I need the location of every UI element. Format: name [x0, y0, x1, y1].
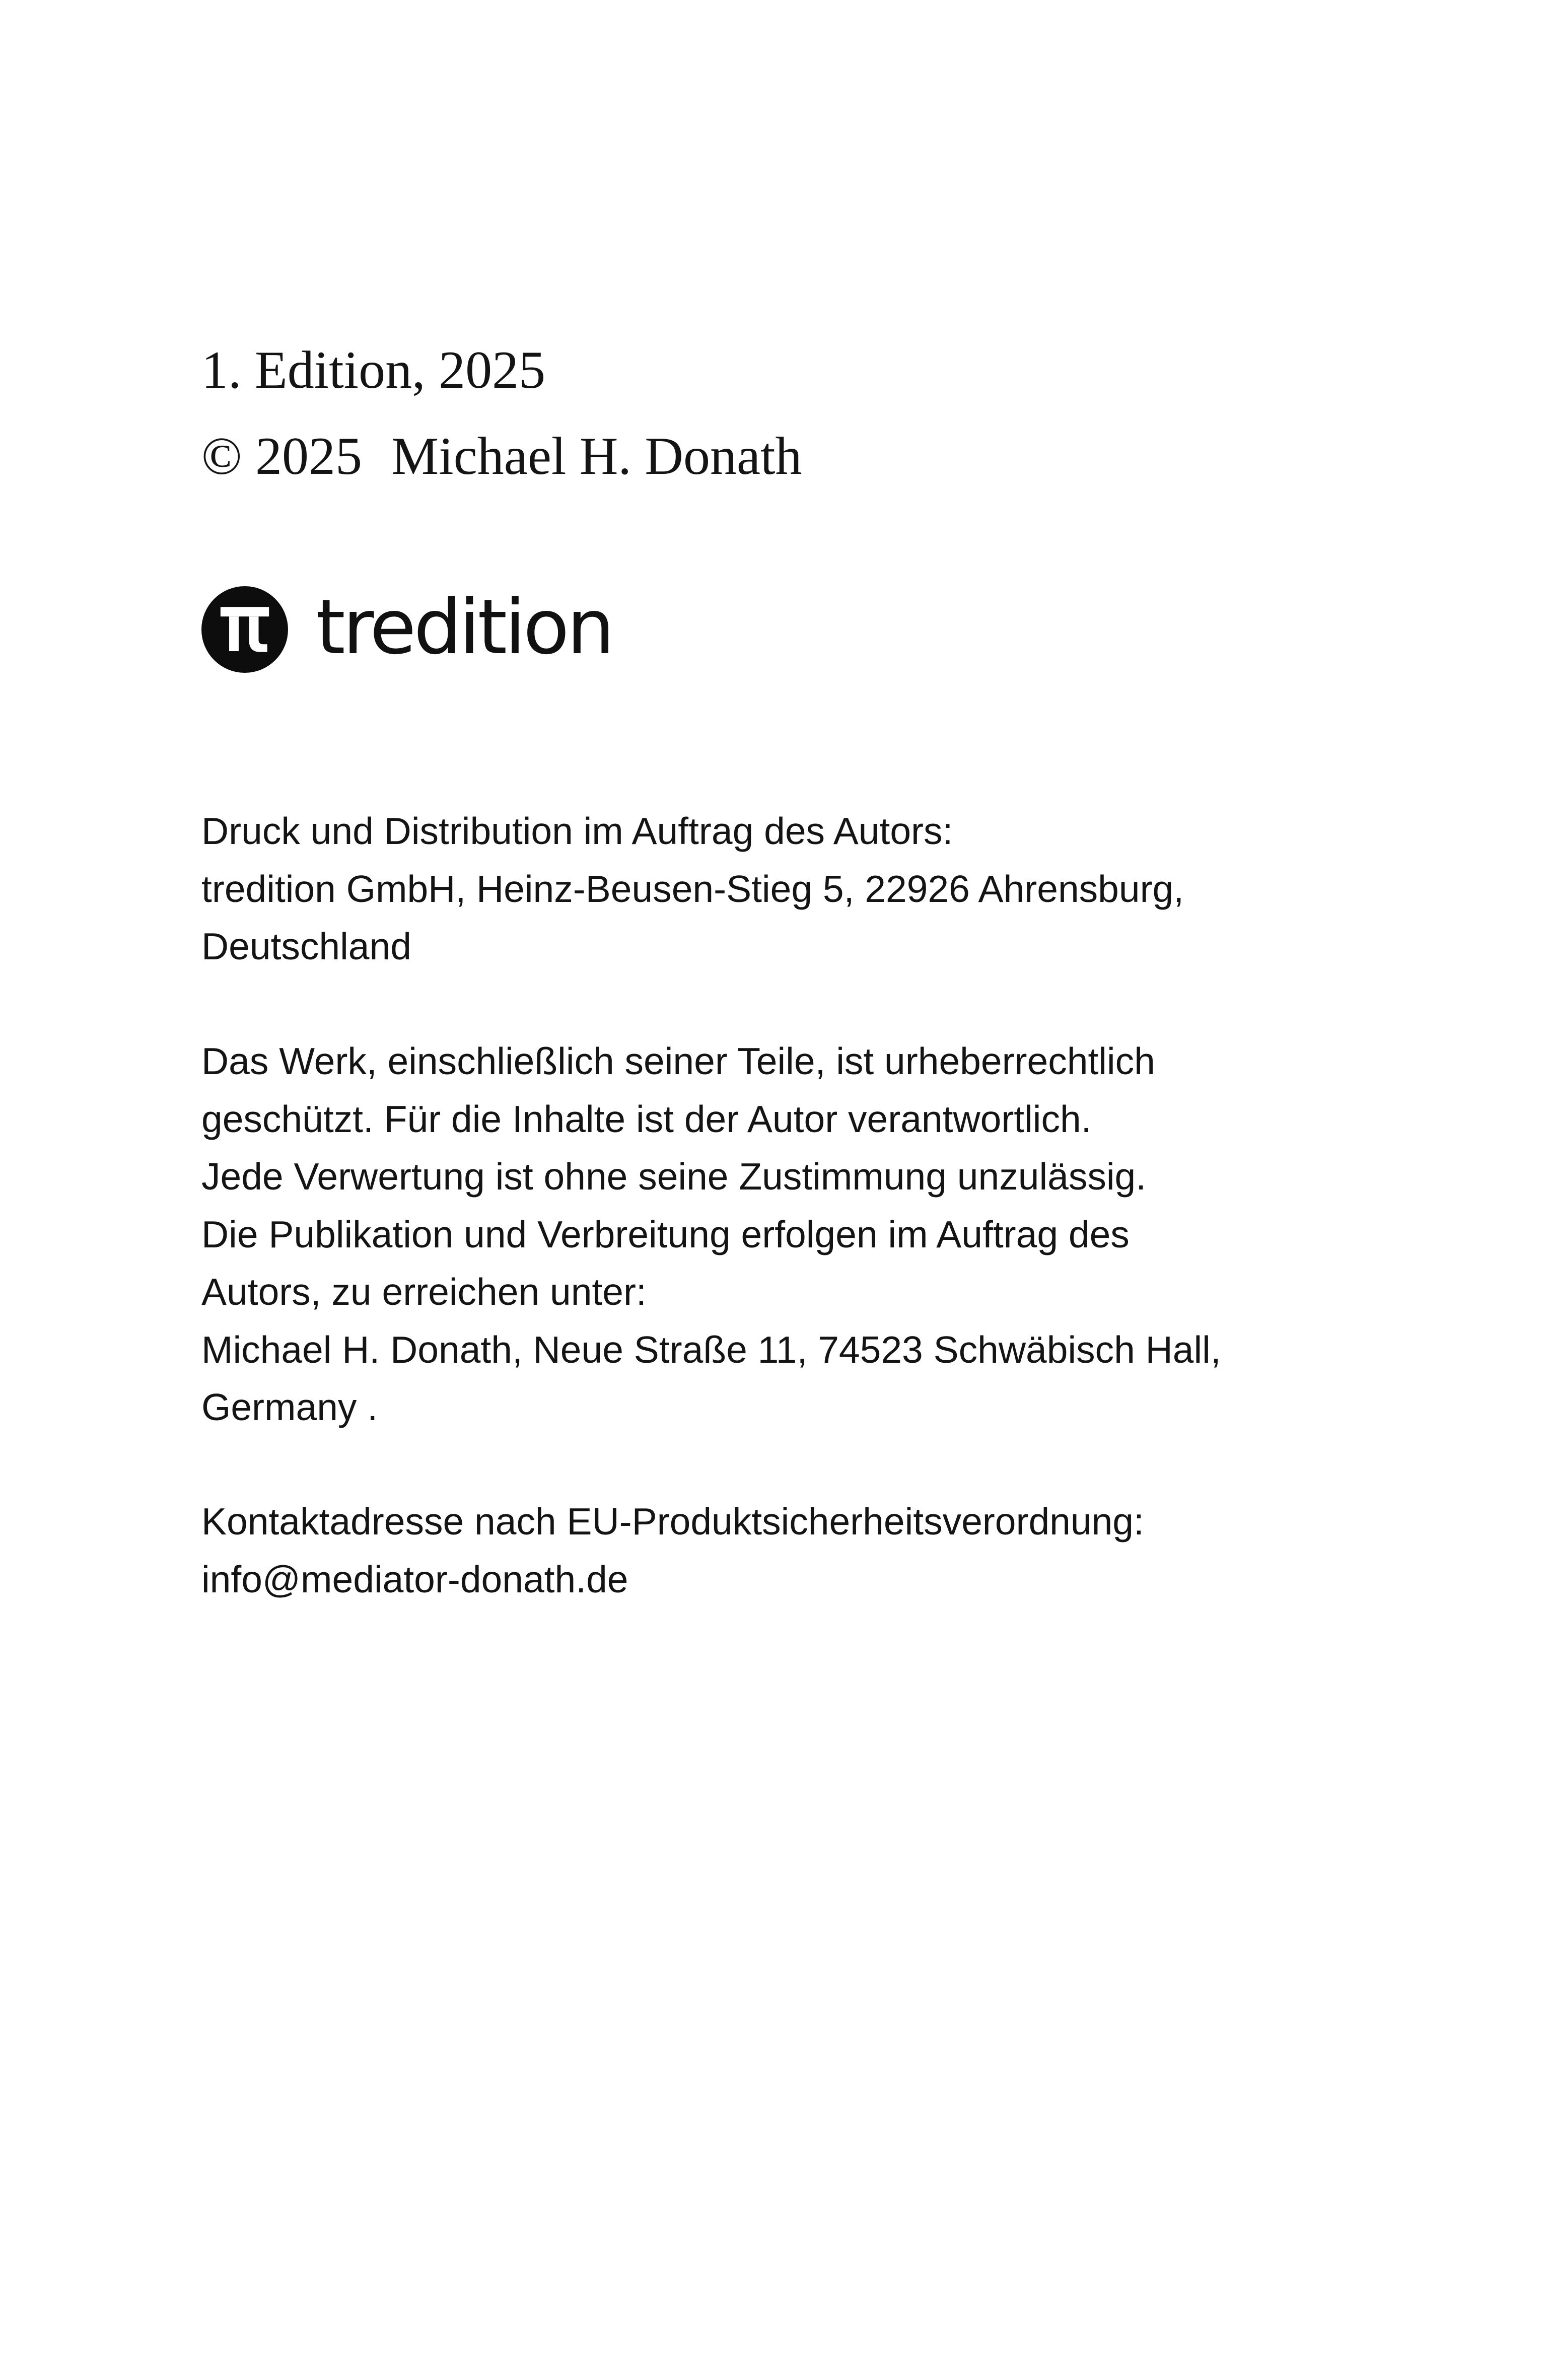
text-line: Deutschland [201, 925, 411, 967]
text-line: tredition GmbH, Heinz-Beusen-Stieg 5, 22926 Ahrensburg, [201, 867, 1184, 910]
contact-email: info@mediator-donath.de [201, 1558, 628, 1600]
text-line: Germany . [201, 1386, 378, 1428]
edition-line: 1. Edition, 2025 [201, 340, 546, 399]
text-line: Druck und Distribution im Auftrag des Autors: [201, 810, 953, 852]
text-line: Michael H. Donath, Neue Straße 11, 74523 Schwäbisch Hall, [201, 1328, 1221, 1371]
publisher-logo [201, 584, 612, 675]
publisher-wordmark: tredition [316, 584, 612, 671]
copyright-line [201, 427, 802, 485]
text-line: Das Werk, einschließlich seiner Teile, ist urheberrechtlich [201, 1040, 1155, 1082]
text-line: Autors, zu erreichen unter: [201, 1271, 647, 1313]
text-line: Jede Verwertung ist ohne seine Zustimmung unzulässig. [201, 1155, 1147, 1198]
print-distribution-block [201, 802, 1511, 975]
tredition-logo-icon [201, 586, 288, 673]
copyright-author: Michael H. Donath [391, 427, 802, 485]
copyright-year: © 2025 [201, 427, 363, 485]
text-line: geschützt. Für die Inhalte ist der Autor verantwortlich. [201, 1097, 1092, 1140]
copyright-notice-block [201, 1032, 1511, 1436]
text-line: Kontaktadresse nach EU-Produktsicherheitsverordnung: [201, 1500, 1144, 1543]
text-line: Die Publikation und Verbreitung erfolgen im Auftrag des [201, 1213, 1130, 1255]
contact-block [201, 1493, 1511, 1608]
